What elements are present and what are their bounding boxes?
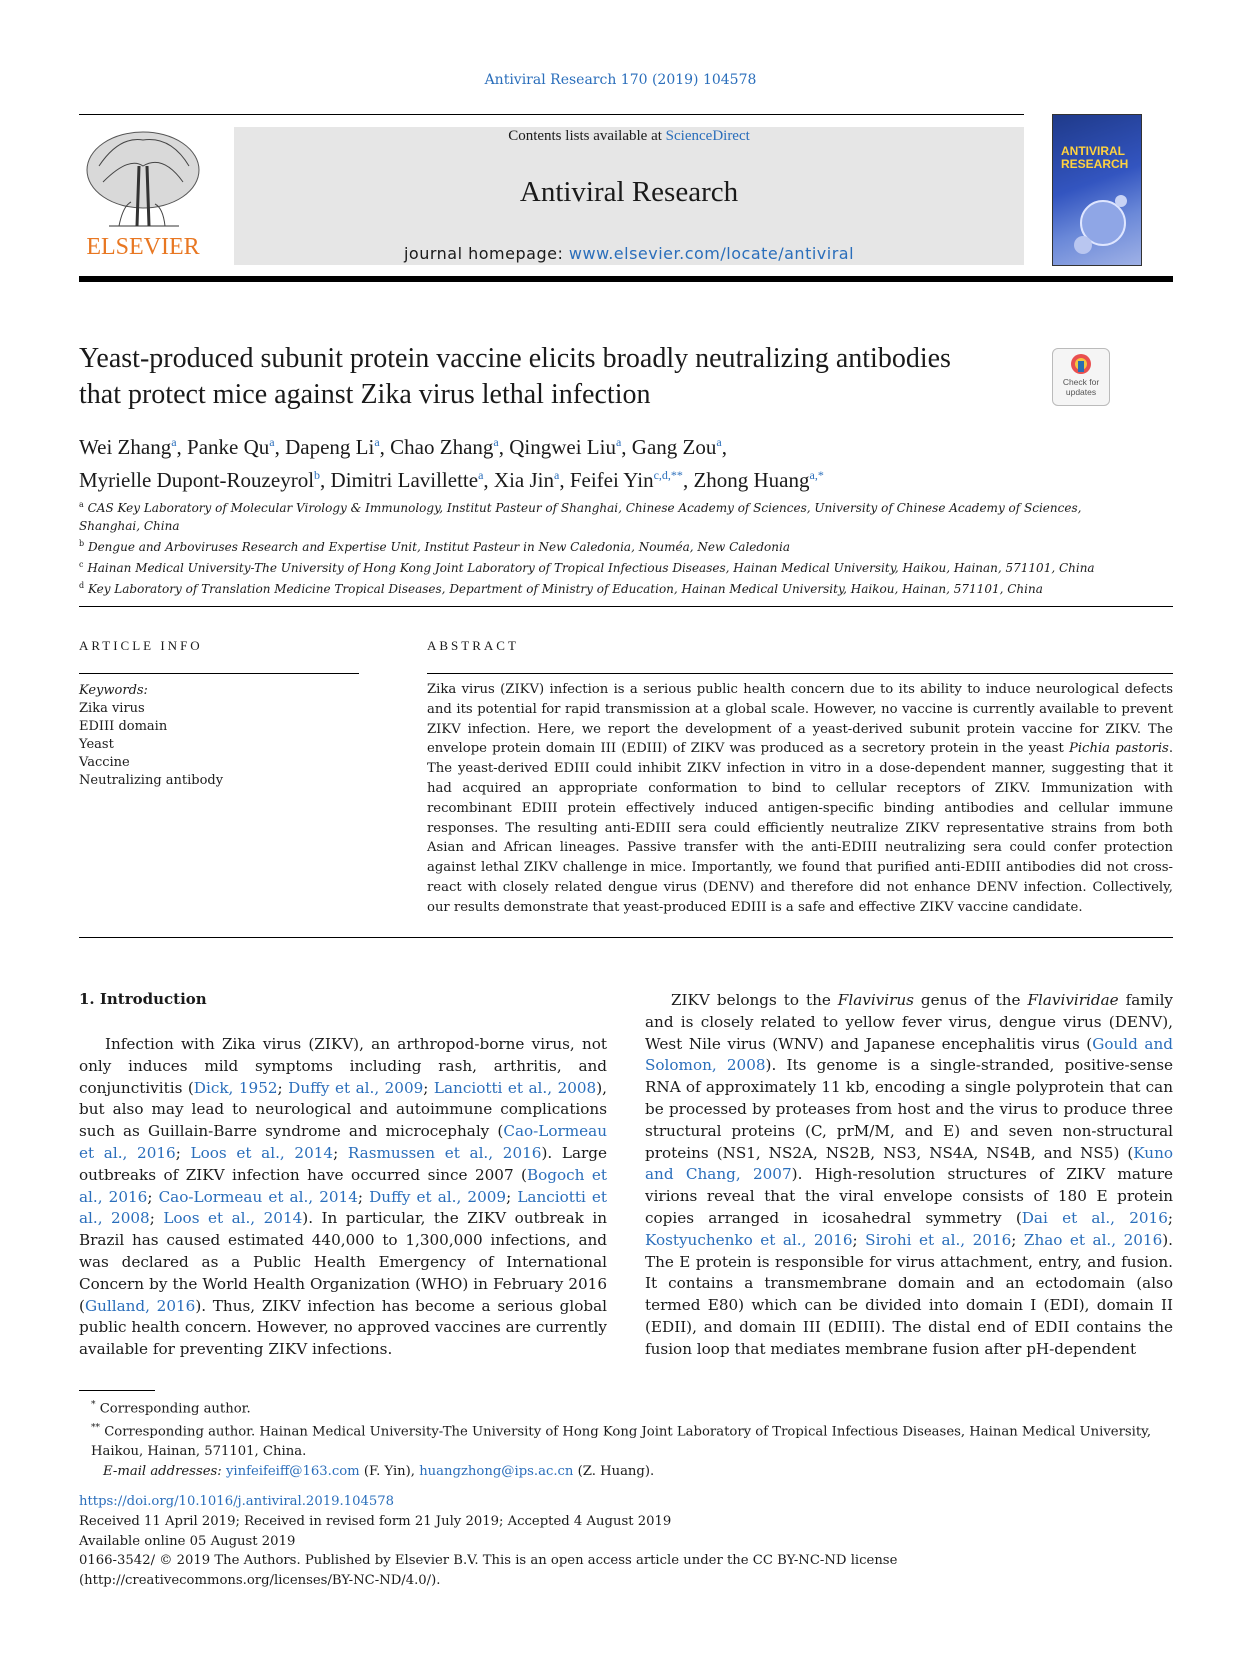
affiliation: $^d$ Key Laboratory of Translation Medicine Tropical Diseases, Department of Ministry of Education, Hainan Medical University, Haikou, Hainan, 571101, China bbox=[79, 581, 1043, 596]
available-online: Available online 05 August 2019 bbox=[79, 1533, 296, 1549]
citation-link[interactable]: Kuno and Chang, 2007 bbox=[645, 1143, 1173, 1184]
author: Gang Zou$^a$ bbox=[631, 435, 722, 459]
author: Wei Zhang$^a$ bbox=[79, 435, 177, 459]
intro-paragraph: Infection with Zika virus (ZIKV), an arthropod-borne virus, not only induces mild symptoms including rash, arthritis, and conjunctivitis (Dick, 1952; Duffy et al., 2009; Lanciotti et al., 2008), but also may lead to neurological and autoimmune complications such as Guillain-Barre syndrome and microcephaly (Cao-Lormeau et al., 2016; Loos et al., 2014; Rasmussen et al., 2016). Large outbreaks of ZIKV infection have occurred since 2007 (Bogoch et al., 2016; Cao-Lormeau et al., 2014; Duffy et al., 2009; Lanciotti et al., 2008; Loos et al., 2014). In particular, the ZIKV outbreak in Brazil has caused estimated 440,000 to 1,300,000 infections, and was declared as a Public Health Emergency of International Concern by the World Health Organization (WHO) in February 2016 (Gulland, 2016). Thus, ZIKV infection has become a serious global public health concern. However, no approved vaccines are currently available for preventing ZIKV infections. bbox=[79, 1035, 608, 1359]
footnotes bbox=[79, 1396, 1173, 1482]
citation-link[interactable]: Kostyuchenko et al., 2016 bbox=[645, 1230, 853, 1249]
article-info-heading: ARTICLE INFO bbox=[79, 638, 203, 653]
citation-link[interactable]: Loos et al., 2014 bbox=[190, 1143, 334, 1162]
citation-link[interactable]: Dai et al., 2016 bbox=[1021, 1208, 1168, 1227]
author: Zhong Huang$^{a,*}$ bbox=[693, 468, 824, 492]
doi-link[interactable]: https://doi.org/10.1016/j.antiviral.2019.104578 bbox=[79, 1494, 395, 1509]
introduction-heading: 1. Introduction bbox=[79, 990, 207, 1008]
citation-link[interactable]: Gulland, 2016 bbox=[84, 1296, 196, 1315]
body-column-left bbox=[79, 1034, 607, 1361]
footnote: ** Corresponding author. Hainan Medical University-The University of Hong Kong Joint Laboratory of Tropical Infectious Diseases, Hainan Medical University, Haikou, Hainan, 571101, China. bbox=[91, 1423, 1152, 1460]
contents-prefix: Contents lists available at bbox=[508, 128, 666, 144]
author-list: Wei Zhang$^a$, Panke Qu$^a$, Dapeng Li$^a$, Chao Zhang$^a$, Qingwei Liu$^a$, Gang Zou$^a$, Myrielle Dupont-Rouzeyrol$^b$, Dimitri Lavillette$^a$, Xia Jin$^a$, Feifei Yin$^{c,d,**}$, Zhong Huang$^{a,*}$ bbox=[79, 435, 824, 492]
sciencedirect-link[interactable]: ScienceDirect bbox=[665, 128, 750, 144]
section-rule bbox=[79, 606, 1173, 607]
license-url[interactable]: (http://creativecommons.org/licenses/BY-NC-ND/4.0/). bbox=[79, 1573, 441, 1589]
author: Xia Jin$^a$ bbox=[493, 468, 560, 492]
journal-cover[interactable] bbox=[1052, 114, 1142, 266]
citation-link[interactable]: Bogoch et al., 2016 bbox=[79, 1165, 607, 1206]
abstract-text: Zika virus (ZIKV) infection is a serious public health concern due to its ability to induce neurological defects and its potential for rapid transmission at a global scale. However, no vaccine is currently available to prevent ZIKV infection. Here, we report the development of a yeast-derived subunit protein vaccine for ZIKV. The envelope protein domain III (EDIII) of ZIKV was produced as a secretory protein in the yeast Pichia pastoris. The yeast-derived EDIII could inhibit ZIKV infection in vitro in a dose-dependent manner, suggesting that it had acquired an appropriate conformation to bind to cellular receptors of ZIKV. Immunization with recombinant EDIII protein effectively induced antigen-specific binding antibodies and cellular immune responses. The resulting anti-EDIII sera could efficiently neutralize ZIKV representative strains from both Asian and African lineages. Passive transfer with the anti-EDIII neutralizing sera could confer protection against lethal ZIKV challenge in mice. Importantly, we found that purified anti-EDIII antibodies did not cross-react with closely related dengue virus (DENV) and therefore did not enhance DENV infection. Collectively, our results demonstrate that yeast-produced EDIII is a safe and effective ZIKV vaccine candidate. bbox=[427, 682, 1174, 915]
keyword: Neutralizing antibody bbox=[79, 773, 224, 788]
citation-link[interactable]: Cao-Lormeau et al., 2016 bbox=[79, 1122, 607, 1162]
intro-paragraph: ZIKV belongs to the Flavivirus genus of the Flaviviridae family and is closely related to yellow fever virus, dengue virus (DENV), West Nile virus (WNV) and Japanese encephalitis virus (Gould and Solomon, 2008). Its genome is a single-stranded, positive-sense RNA of approximately 11 kb, encoding a single polyprotein that can be processed by proteases from host and the virus to produce three structural proteins (C, prM/M, and E) and seven non-structural proteins (NS1, NS2A, NS2B, NS3, NS4A, NS4B, and NS5) (Kuno and Chang, 2007). High-resolution structures of ZIKV mature virions reveal that the viral envelope consists of 180 E protein copies arranged in icosahedral symmetry (Dai et al., 2016; Kostyuchenko et al., 2016; Sirohi et al., 2016; Zhao et al., 2016). The E protein is responsible for virus attachment, entry, and fusion. It contains a transmembrane domain and an ectodomain (also termed E80) which can be divided into domain I (EDI), domain II (EDII), and domain III (EDIII). The distal end of EDII contains the fusion loop that mediates membrane fusion after pH-dependent bbox=[645, 991, 1174, 1358]
citation-link[interactable]: Loos et al., 2014 bbox=[163, 1209, 303, 1228]
contents-line bbox=[234, 128, 1024, 145]
cover-title: ANTIVIRAL RESEARCH bbox=[1061, 144, 1129, 171]
email-addresses: E-mail addresses: yinfeifeiff@163.com (F. Yin), huangzhong@ips.ac.cn (Z. Huang). bbox=[103, 1464, 655, 1480]
journal-reference[interactable]: Antiviral Research 170 (2019) 104578 bbox=[484, 72, 757, 88]
abstract-bottom-rule bbox=[79, 937, 1173, 938]
footnote: * Corresponding author. bbox=[91, 1400, 251, 1417]
author: Dapeng Li$^a$ bbox=[285, 435, 380, 459]
citation-link[interactable]: Lanciotti et al., 2008 bbox=[433, 1078, 597, 1097]
body-column-right bbox=[645, 990, 1173, 1361]
keyword: Zika virus bbox=[79, 701, 145, 716]
virus-illustration-icon bbox=[1063, 187, 1135, 259]
check-updates-icon bbox=[1070, 353, 1092, 375]
citation-link[interactable]: Duffy et al., 2009 bbox=[288, 1078, 424, 1097]
keywords-list bbox=[79, 682, 359, 790]
homepage-link[interactable]: www.elsevier.com/locate/antiviral bbox=[568, 244, 855, 263]
received-dates: Received 11 April 2019; Received in revised form 21 July 2019; Accepted 4 August 2019 bbox=[79, 1513, 672, 1529]
author: Panke Qu$^a$ bbox=[187, 435, 275, 459]
article-title: Yeast-produced subunit protein vaccine elicits broadly neutralizing antibodies that protect mice against Zika virus lethal infection bbox=[79, 343, 951, 410]
abstract-heading: ABSTRACT bbox=[427, 638, 519, 653]
elsevier-logo[interactable] bbox=[79, 126, 207, 266]
keywords-label: Keywords: bbox=[79, 683, 148, 698]
elsevier-wordmark: ELSEVIER bbox=[86, 234, 200, 260]
email-link[interactable]: huangzhong@ips.ac.cn bbox=[419, 1464, 574, 1480]
license-line: 0166-3542/ © 2019 The Authors. Published by Elsevier B.V. This is an open access article under the CC BY-NC-ND license bbox=[79, 1553, 898, 1569]
affiliation: $^a$ CAS Key Laboratory of Molecular Virology & Immunology, Institut Pasteur of Shanghai, Chinese Academy of Sciences, University of Chinese Academy of Sciences, Shanghai, China bbox=[79, 500, 1082, 533]
affiliation: $^c$ Hainan Medical University-The University of Hong Kong Joint Laboratory of Tropical Infectious Diseases, Hainan Medical University, Haikou, Hainan, 571101, China bbox=[79, 560, 1095, 575]
abstract-rule bbox=[427, 673, 1173, 674]
author: Chao Zhang$^a$ bbox=[390, 435, 499, 459]
footnote-rule bbox=[79, 1390, 155, 1391]
citation-link[interactable]: Zhao et al., 2016 bbox=[1023, 1230, 1163, 1249]
citation-link[interactable]: Duffy et al., 2009 bbox=[369, 1187, 507, 1206]
header-rule bbox=[79, 114, 1024, 115]
keyword: Yeast bbox=[79, 737, 114, 752]
citation-link[interactable]: Gould and Solomon, 2008 bbox=[645, 1034, 1173, 1075]
author: Feifei Yin$^{c,d,**}$ bbox=[569, 468, 683, 492]
citation-link[interactable]: Sirohi et al., 2016 bbox=[865, 1230, 1012, 1249]
keyword: Vaccine bbox=[79, 755, 130, 770]
homepage-prefix: journal homepage: bbox=[403, 244, 569, 263]
affiliations bbox=[79, 496, 1119, 598]
journal-title: Antiviral Research bbox=[519, 176, 739, 208]
affiliation: $^b$ Dengue and Arboviruses Research and Expertise Unit, Institut Pasteur in New Caledonia, Nouméa, New Caledonia bbox=[79, 539, 791, 554]
author: Dimitri Lavillette$^a$ bbox=[330, 468, 484, 492]
article-info-rule bbox=[79, 673, 359, 674]
citation-link[interactable]: Lanciotti et al., 2008 bbox=[79, 1187, 608, 1228]
article-metadata bbox=[79, 1492, 1173, 1591]
check-for-updates-badge[interactable] bbox=[1052, 348, 1110, 406]
check-updates-label: Check for updates bbox=[1062, 377, 1100, 397]
citation-link[interactable]: Rasmussen et al., 2016 bbox=[347, 1143, 542, 1162]
citation-link[interactable]: Cao-Lormeau et al., 2014 bbox=[158, 1187, 358, 1206]
citation-link[interactable]: Dick, 1952 bbox=[193, 1078, 278, 1097]
keyword: EDIII domain bbox=[79, 719, 168, 734]
email-link[interactable]: yinfeifeiff@163.com bbox=[225, 1464, 360, 1480]
masthead-bottom-rule bbox=[79, 276, 1173, 282]
author: Qingwei Liu$^a$ bbox=[509, 435, 622, 459]
author: Myrielle Dupont-Rouzeyrol$^b$ bbox=[79, 468, 321, 492]
journal-homepage bbox=[234, 244, 1024, 263]
